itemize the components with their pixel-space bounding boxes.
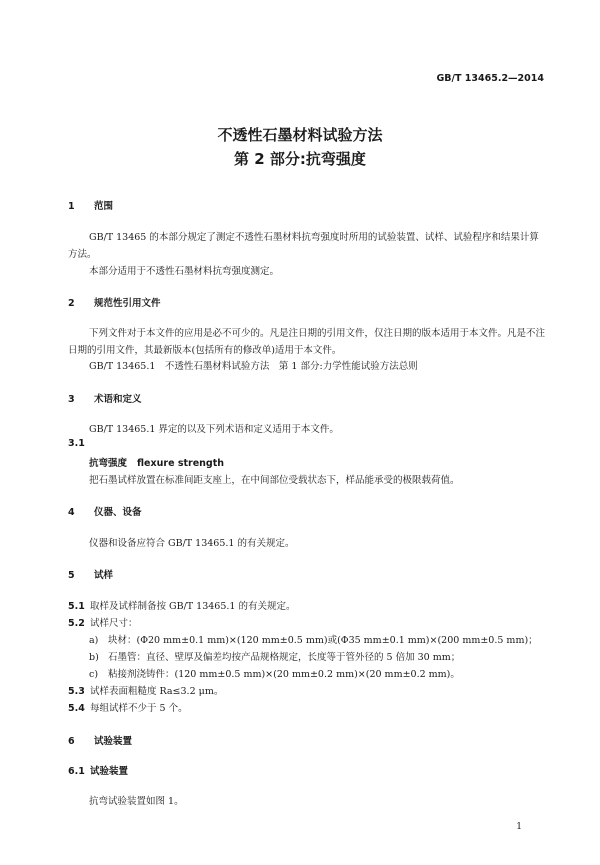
section-3-paragraph-1: GB/T 13465.1 界定的以及下列术语和定义适用于本文件。 xyxy=(89,424,339,435)
section-5-heading xyxy=(68,567,113,581)
list-item-b xyxy=(89,649,460,663)
clause-text: 取样及试样制备按 GB/T 13465.1 的有关规定。 xyxy=(90,601,296,612)
list-text: 石墨管：直径、壁厚及偏差均按产品规格规定，长度等于管外径的 5 倍加 30 mm； xyxy=(108,652,461,663)
section-1-heading xyxy=(68,198,113,212)
normative-reference: GB/T 13465.1 不透性石墨材料试验方法 第 1 部分:力学性能试验方法总则 xyxy=(89,361,418,372)
clause-5-1 xyxy=(68,598,295,612)
section-3-heading xyxy=(68,391,142,405)
list-text: 粘接剂浇铸件：(120 mm±0.5 mm)×(20 mm±0.2 mm)×(20 mm±0.2 mm)。 xyxy=(108,669,460,680)
section-number: 2 xyxy=(68,298,75,309)
list-label: a) xyxy=(89,635,99,646)
clause-5-4 xyxy=(68,700,188,714)
clause-5-2 xyxy=(68,615,138,629)
clause-5-3 xyxy=(68,683,223,697)
section-6-paragraph-1: 抗弯试验装置如图 1。 xyxy=(89,796,184,807)
section-2-heading xyxy=(68,295,161,309)
standard-code: GB/T 13465.2—2014 xyxy=(436,73,544,84)
section-title: 试验装置 xyxy=(94,736,133,747)
document-title: 不透性石墨材料试验方法 xyxy=(217,126,383,144)
section-number: 3 xyxy=(68,394,75,405)
section-title: 范围 xyxy=(94,201,114,212)
term-definition: 把石墨试样放置在标准间距支座上，在中间部位受载状态下，样品能承受的极限载荷值。 xyxy=(89,475,460,486)
term-entry xyxy=(89,455,224,469)
term-chinese: 抗弯强度 xyxy=(89,458,128,469)
clause-title: 试验装置 xyxy=(90,766,129,777)
list-item-c xyxy=(89,666,460,680)
section-6-heading xyxy=(68,733,132,747)
clause-number: 5.2 xyxy=(68,618,85,629)
page-number: 1 xyxy=(516,822,522,832)
section-number: 4 xyxy=(68,507,75,518)
list-label: b) xyxy=(89,652,99,663)
clause-text: 试样表面粗糙度 Ra≤3.2 μm。 xyxy=(90,686,224,697)
document-subtitle: 第 2 部分:抗弯强度 xyxy=(234,150,366,168)
section-number: 1 xyxy=(68,201,75,212)
list-label: c) xyxy=(89,669,99,680)
section-title: 术语和定义 xyxy=(94,394,142,405)
clause-number: 5.4 xyxy=(68,703,85,714)
term-english: flexure strength xyxy=(137,458,225,469)
section-2-paragraph-1: 下列文件对于本文件的应用是必不可少的。凡是注日期的引用文件，仅注日期的版本适用于本文件。凡是不注日期的引用文件，其最新版本(包括所有的修改单)适用于本文件。 xyxy=(68,328,546,356)
list-item-a xyxy=(89,632,538,646)
section-1-paragraph-1: GB/T 13465 的本部分规定了测定不透性石墨材料抗弯强度时所用的试验装置、试样、试验程序和结果计算方法。 xyxy=(68,232,539,260)
section-4-paragraph-1: 仪器和设备应符合 GB/T 13465.1 的有关规定。 xyxy=(89,538,295,549)
section-number: 5 xyxy=(68,570,75,581)
clause-number: 6.1 xyxy=(68,766,85,777)
list-text: 块材：(Φ20 mm±0.1 mm)×(120 mm±0.5 mm)或(Φ35 mm±0.1 mm)×(200 mm±0.5 mm)； xyxy=(108,635,538,646)
section-title: 试样 xyxy=(94,570,114,581)
clause-6-1-heading xyxy=(68,763,128,777)
clause-number: 5.3 xyxy=(68,686,85,697)
section-title: 仪器、设备 xyxy=(94,507,142,518)
clause-text: 试样尺寸： xyxy=(90,618,138,629)
section-title: 规范性引用文件 xyxy=(94,298,161,309)
section-number: 6 xyxy=(68,736,75,747)
clause-3-1-number: 3.1 xyxy=(68,438,85,449)
section-1-paragraph-2: 本部分适用于不透性石墨材料抗弯强度测定。 xyxy=(89,266,280,277)
clause-number: 5.1 xyxy=(68,601,85,612)
section-4-heading xyxy=(68,504,142,518)
clause-text: 每组试样不少于 5 个。 xyxy=(90,703,188,714)
